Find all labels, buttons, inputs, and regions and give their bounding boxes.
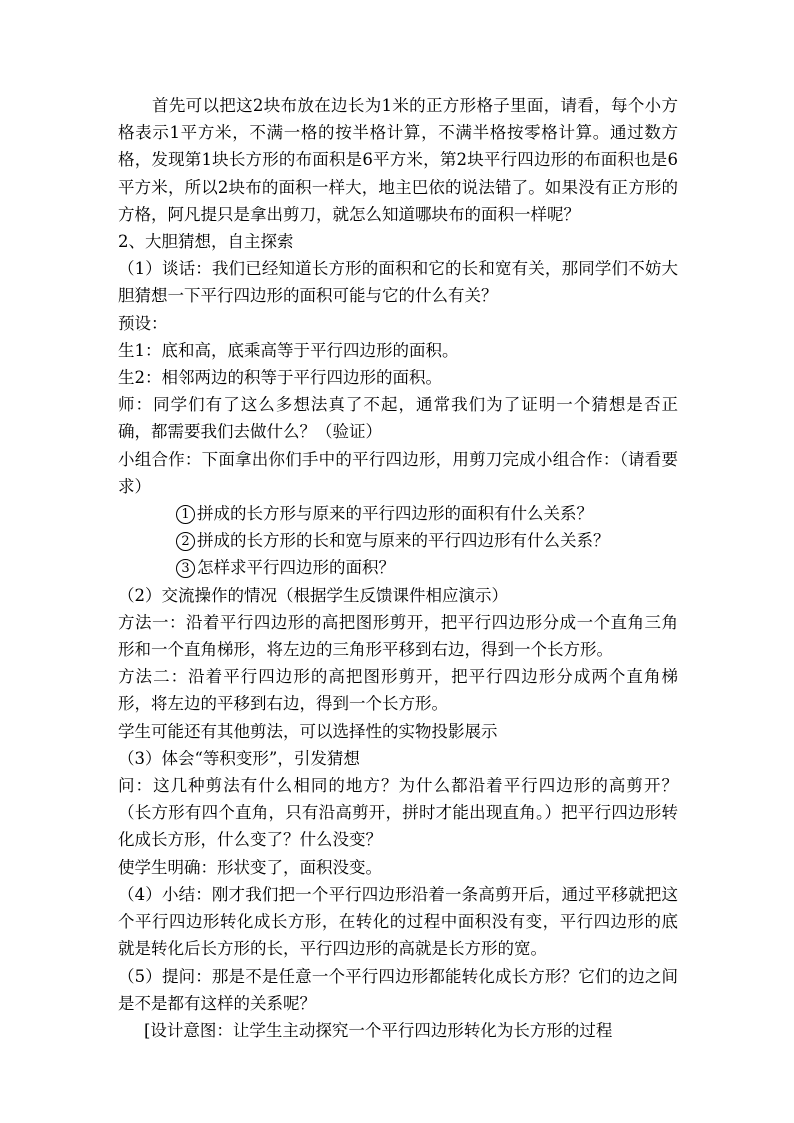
circled-number-2: 2 bbox=[176, 532, 195, 551]
other-methods-line: 学生可能还有其他剪法，可以选择性的实物投影展示 bbox=[118, 721, 498, 741]
design-intent-line: [设计意图：让学生主动探究一个平行四边形转化为长方形的过程 bbox=[144, 1020, 613, 1040]
exchange-heading: （2）交流操作的情况（根据学生反馈课件相应演示） bbox=[118, 585, 508, 605]
requirement-2 bbox=[118, 527, 678, 554]
group-work-paragraph: 小组合作：下面拿出你们手中的平行四边形，用剪刀完成小组合作：（请看要求） bbox=[118, 449, 678, 496]
summary-paragraph: （4）小结：刚才我们把一个平行四边形沿着一条高剪开后，通过平移就把这个平行四边形转化成长方形，在转化的过程中面积没有变，平行四边形的底就是转化后长方形的长，平行四边形的高就是长方形的宽。 bbox=[118, 884, 678, 959]
experience-heading: （3）体会“等积变形”，引发猜想 bbox=[118, 748, 360, 768]
requirement-1-text: 拼成的长方形与原来的平行四边形的面积有什么关系？ bbox=[197, 504, 593, 524]
talk-paragraph: （1）谈话：我们已经知道长方形的面积和它的长和宽有关，那同学们不妨大胆猜想一下平行四边形的面积可能与它的什么有关？ bbox=[118, 259, 678, 306]
method-2-paragraph: 方法二：沿着平行四边形的高把图形剪开，把平行四边形分成两个直角梯形，将左边的平移到右边，得到一个长方形。 bbox=[118, 667, 678, 714]
student-1-answer: 生1：底和高，底乘高等于平行四边形的面积。 bbox=[118, 340, 459, 360]
intro-paragraph: 首先可以把这2块布放在边长为1米的正方形格子里面，请看，每个小方格表示1平方米，不满一格的按半格计算，不满半格按零格计算。通过数方格，发现第1块长方形的布面积是6平方米，第2块平行四边形的布面积也是6平方米，所以2块布的面积一样大，地主巴依的说法错了。如果没有正方形的方格，阿凡提只是拿出剪刀，就怎么知道哪块布的面积一样呢？ bbox=[118, 96, 678, 224]
requirement-3-text: 怎样求平行四边形的面积？ bbox=[197, 558, 395, 578]
document-body bbox=[118, 92, 678, 1044]
question-paragraph: 问：这几种剪法有什么相同的地方？为什么都沿着平行四边形的高剪开？（长方形有四个直角，只有沿高剪开，拼时才能出现直角。）把平行四边形转化成长方形，什么变了？什么没变？ bbox=[118, 776, 678, 850]
preset-label: 预设： bbox=[118, 313, 168, 333]
section-heading: 2、大胆猜想，自主探索 bbox=[118, 232, 294, 252]
circled-number-1: 1 bbox=[176, 505, 195, 524]
student-2-answer: 生2：相邻两边的积等于平行四边形的面积。 bbox=[118, 368, 442, 388]
ask-paragraph: （5）提问：那是不是任意一个平行四边形都能转化成长方形？它们的边之间是不是都有这样的关系呢？ bbox=[118, 966, 678, 1013]
circled-number-3: 3 bbox=[176, 559, 195, 578]
requirement-1 bbox=[118, 500, 678, 527]
teacher-paragraph: 师：同学们有了这么多想法真了不起，通常我们为了证明一个猜想是否正确，都需要我们去做什么？（验证） bbox=[118, 395, 678, 442]
requirement-2-text: 拼成的长方形的长和宽与原来的平行四边形有什么关系？ bbox=[197, 531, 610, 551]
clarify-line: 使学生明确：形状变了，面积没变。 bbox=[118, 857, 382, 877]
requirement-3 bbox=[118, 554, 678, 581]
method-1-paragraph: 方法一：沿着平行四边形的高把图形剪开，把平行四边形分成一个直角三角形和一个直角梯形，将左边的三角形平移到右边，得到一个长方形。 bbox=[118, 612, 678, 660]
